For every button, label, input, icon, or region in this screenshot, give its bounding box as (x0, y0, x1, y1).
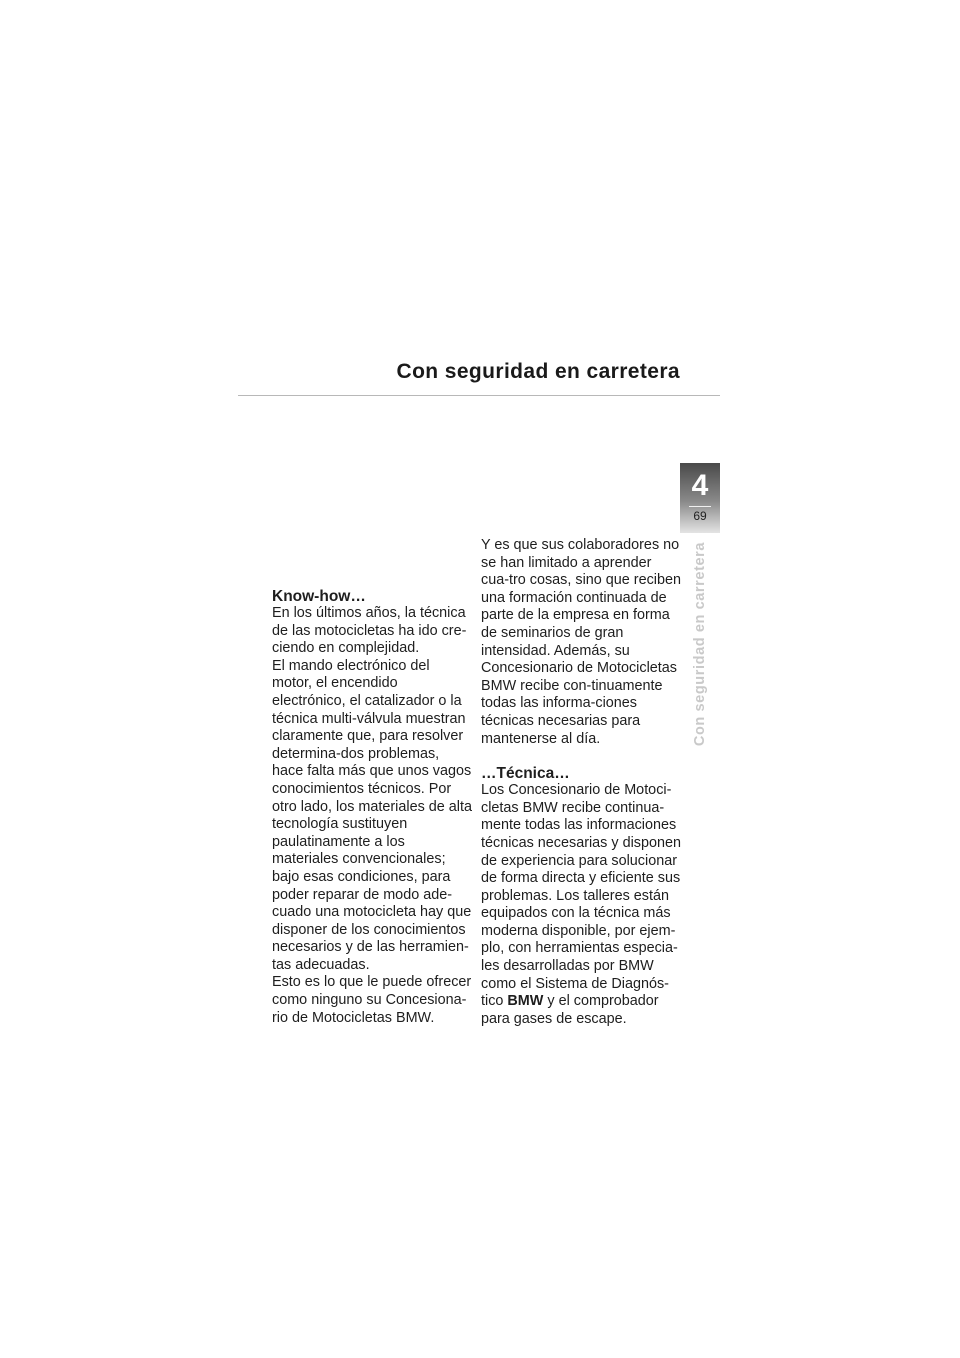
brand-name: BMW (507, 993, 544, 1010)
paragraph: Y es que sus colaboradores no se han limitado a aprender cua-tro cosas, sino que reciben una formación continuada de parte de la empresa en forma de seminarios de gran intensidad. Además, su Concesionario de Motocicletas BMW recibe con-tinuamente todas las informa-ciones técnicas necesarias para mantenerse al día. (481, 537, 681, 747)
left-column (272, 588, 472, 1027)
title-divider (238, 395, 720, 396)
page-number: 69 (693, 509, 707, 523)
section-heading-know-how: Know-how… (272, 588, 366, 605)
page-title: Con seguridad en carretera (396, 360, 680, 383)
right-column (481, 537, 681, 1028)
section-heading-tecnica: …Técnica… (481, 765, 570, 783)
body-text: y el comprobador para gases de escape. (481, 993, 659, 1027)
paragraph: El mando electrónico del motor, el encendido electrónico, el catalizador o la técnica multi-válvula muestran claramente que, para resolver determina-dos problemas, hace falta más que unos vagos conocimientos técnicos. Por otro lado, los materiales de alta tecnología sustituyen paulatinamente a los materiales convencionales; bajo esas condiciones, para poder reparar de modo ade-cuado una motocicleta hay que disponer de los conocimientos necesarios y de las herramien-tas adecuadas. (272, 657, 472, 973)
body-text: Los Concesionario de Motoci-cletas BMW recibe continua-mente todas las informaciones técnicas necesarias y disponen de experiencia para solucionar de forma directa y eficiente sus problemas. Los talleres están equipados con la técnica más moderna disponible, por ejem-plo, con herramientas especia-les desarrolladas por BMW como el Sistema de Diagnós-tico (481, 782, 681, 1010)
chapter-number: 4 (691, 469, 709, 502)
side-chapter-label: Con seguridad en carretera (692, 541, 708, 747)
chapter-tab (680, 463, 720, 533)
paragraph (481, 782, 681, 1028)
chapter-divider (689, 506, 711, 507)
paragraph: En los últimos años, la técnica de las motocicletas ha ido cre-ciendo en complejidad. (272, 605, 467, 657)
spacer (481, 748, 681, 765)
paragraph: Esto es lo que le puede ofrecer como ninguno su Concesiona-rio de Motocicletas BMW. (272, 974, 472, 1026)
